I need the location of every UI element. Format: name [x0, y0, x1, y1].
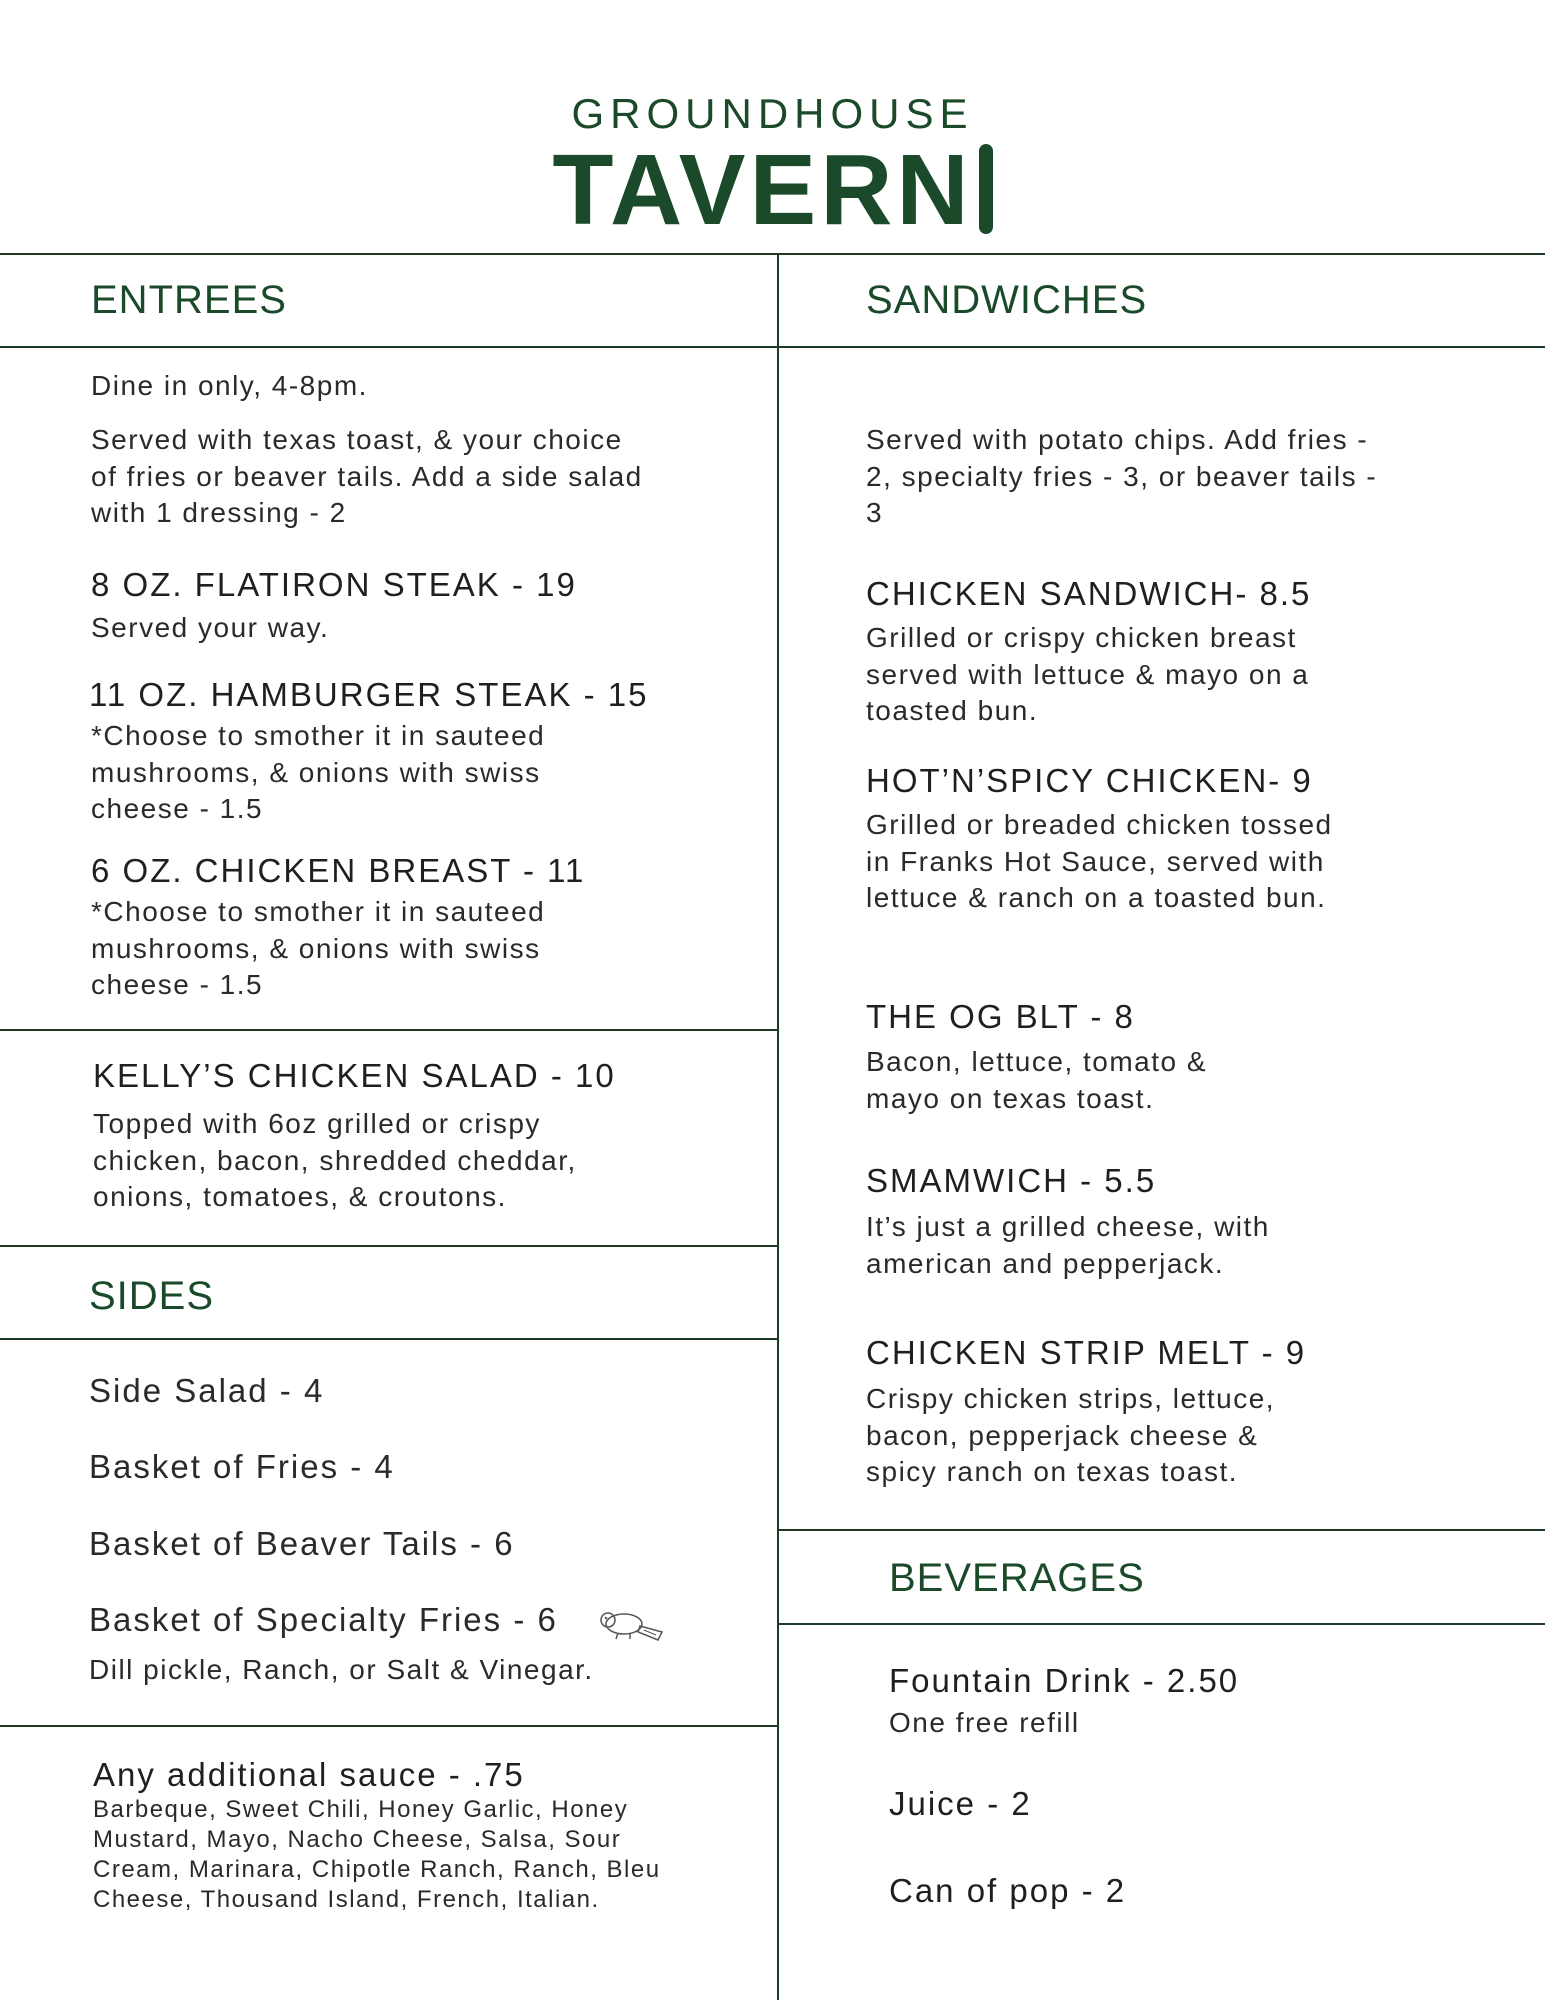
sandwich-item-desc: Bacon, lettuce, tomato & mayo on texas toast. — [866, 1046, 1208, 1114]
rule-header-bottom — [0, 346, 1545, 348]
rule-salad-top — [0, 1029, 778, 1031]
sandwich-item-name: CHICKEN STRIP MELT - 9 — [866, 1334, 1307, 1371]
beverages-header: BEVERAGES — [889, 1556, 1145, 1600]
sandwich-item-name: THE OG BLT - 8 — [866, 998, 1135, 1035]
rule-sides-bottom — [0, 1338, 778, 1340]
rule-beverages-bottom — [778, 1623, 1545, 1625]
entrees-note-served: Served with texas toast, & your choice of fries or beaver tails. Add a side salad with 1 dressing - 2 — [91, 424, 643, 528]
sandwich-item-name: CHICKEN SANDWICH- 8.5 — [866, 575, 1312, 612]
sandwiches-header: SANDWICHES — [866, 278, 1148, 322]
sandwich-item-desc: It’s just a grilled cheese, with american and pepperjack. — [866, 1211, 1270, 1279]
salad-desc: Topped with 6oz grilled or crispy chicken, bacon, shredded cheddar, onions, tomatoes, & croutons. — [93, 1108, 577, 1212]
entree-item-name: 11 OZ. HAMBURGER STEAK - 15 — [89, 676, 649, 713]
entrees-header: ENTREES — [91, 278, 287, 322]
sandwich-item-desc: Grilled or breaded chicken tossed in Franks Hot Sauce, served with lettuce & ranch on a toasted bun. — [866, 809, 1333, 913]
beaver-icon — [594, 1602, 668, 1642]
logo — [0, 90, 1545, 246]
logo-tavern — [0, 134, 1545, 246]
rule-sides-top — [0, 1245, 778, 1247]
sides-header: SIDES — [89, 1274, 215, 1318]
sandwich-item-name: SMAMWICH - 5.5 — [866, 1162, 1157, 1199]
sauce-name: Any additional sauce - .75 — [93, 1756, 525, 1793]
logo-tavern-text: TAVERN — [552, 134, 973, 246]
salad-name: KELLY’S CHICKEN SALAD - 10 — [93, 1057, 616, 1094]
sandwiches-note: Served with potato chips. Add fries - 2, specialty fries - 3, or beaver tails - 3 — [866, 424, 1378, 528]
paddle-icon — [979, 144, 993, 234]
beverage-item-name: Juice - 2 — [889, 1785, 1032, 1822]
sandwich-item-desc: Grilled or crispy chicken breast served with lettuce & mayo on a toasted bun. — [866, 622, 1310, 726]
rule-sauce-top — [0, 1725, 778, 1727]
sandwich-item-desc: Crispy chicken strips, lettuce, bacon, pepperjack cheese & spicy ranch on texas toast. — [866, 1383, 1276, 1487]
rule-top — [0, 253, 1545, 255]
sauce-desc: Barbeque, Sweet Chili, Honey Garlic, Honey Mustard, Mayo, Nacho Cheese, Salsa, Sour Cream, Marinara, Chipotle Ranch, Ranch, Bleu Cheese, Thousand Island, French, Italian. — [93, 1796, 661, 1913]
rule-beverages-top — [778, 1529, 1545, 1531]
specialty-fries-desc: Dill pickle, Ranch, or Salt & Vinegar. — [89, 1654, 594, 1685]
entree-item-desc: Served your way. — [91, 612, 330, 643]
entree-item-desc: *Choose to smother it in sauteed mushrooms, & onions with swiss cheese - 1.5 — [91, 896, 546, 1000]
beverage-item-name: Fountain Drink - 2.50 — [889, 1662, 1240, 1699]
side-item: Basket of Beaver Tails - 6 — [89, 1525, 515, 1562]
beverage-item-name: Can of pop - 2 — [889, 1872, 1127, 1909]
side-item: Basket of Fries - 4 — [89, 1448, 395, 1485]
entree-item-name: 6 OZ. CHICKEN BREAST - 11 — [91, 852, 586, 889]
entrees-note-dine-in: Dine in only, 4-8pm. — [91, 370, 368, 401]
rule-column-divider — [777, 253, 779, 2000]
sandwich-item-name: HOT’N’SPICY CHICKEN- 9 — [866, 762, 1313, 799]
beverage-item-desc: One free refill — [889, 1707, 1080, 1738]
side-item: Side Salad - 4 — [89, 1372, 325, 1409]
side-item: Basket of Specialty Fries - 6 — [89, 1601, 558, 1638]
entree-item-desc: *Choose to smother it in sauteed mushrooms, & onions with swiss cheese - 1.5 — [91, 720, 546, 824]
entree-item-name: 8 OZ. FLATIRON STEAK - 19 — [91, 566, 577, 603]
logo-groundhouse: GROUNDHOUSE — [571, 90, 974, 137]
